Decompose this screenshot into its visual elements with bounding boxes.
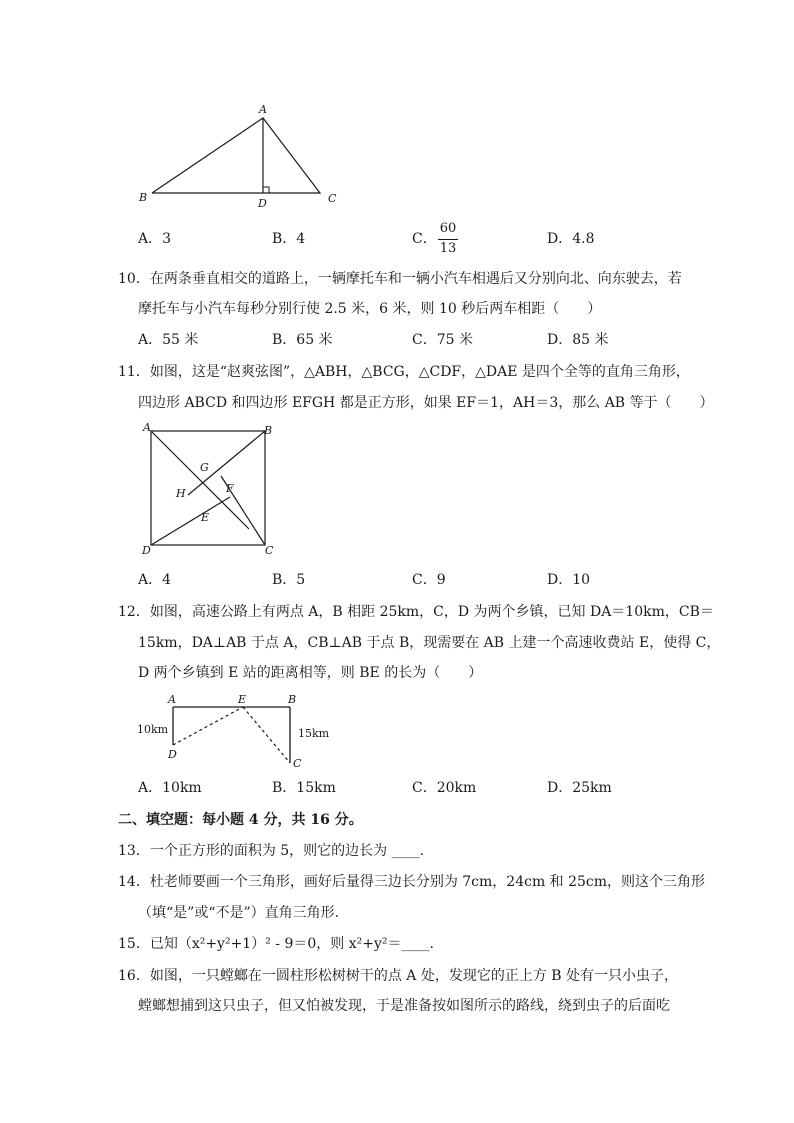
q11-line-1: 11．如图，这是“赵爽弦图”，△ABH，△BCG，△CDF，△DAE 是四个全等的直角三角形， <box>118 364 690 380</box>
fig12-label-e: E <box>238 693 247 706</box>
fig9-label-b: B <box>139 191 148 204</box>
q10-option-a: A．55 米 <box>138 332 199 348</box>
figure-q9-triangle <box>130 100 350 200</box>
fig12-label-a: A <box>168 693 176 706</box>
fig12-length-cb: 15km <box>298 727 330 740</box>
q9-option-b: B．4 <box>272 231 306 247</box>
q10-option-d: D．85 米 <box>547 332 609 348</box>
q12-option-c: C．20km <box>412 780 477 796</box>
fig11-label-f: F <box>226 482 234 495</box>
fig11-label-e: E <box>201 511 210 524</box>
q12-option-a: A．10km <box>138 780 202 796</box>
section-2-heading: 二、填空题：每小题 4 分，共 16 分。 <box>118 812 363 828</box>
q12-line-3: D 两个乡镇到 E 站的距离相等，则 BE 的长为（ ） <box>138 665 483 681</box>
fig12-label-d: D <box>168 748 177 761</box>
q11-option-d: D．10 <box>547 572 591 588</box>
fig12-length-da: 10km <box>137 723 169 736</box>
fig11-label-c: C <box>265 544 274 557</box>
q11-line-2: 四边形 ABCD 和四边形 EFGH 都是正方形，如果 EF＝1，AH＝3，那么 AB 等于（ ） <box>138 395 714 411</box>
q11-option-c: C．9 <box>412 572 446 588</box>
fig9-label-c: C <box>328 192 337 205</box>
q10-line-1: 10．在两条垂直相交的道路上，一辆摩托车和一辆小汽车相遇后又分别向北、向东驶去，若 <box>118 271 682 287</box>
q14-line-2: （填“是”或“不是”）直角三角形. <box>138 905 340 921</box>
q9-option-d: D．4.8 <box>547 231 595 247</box>
q10-option-b: B．65 米 <box>272 332 333 348</box>
fig11-label-h: H <box>176 487 186 500</box>
figure-q11-zhao-shuang <box>145 425 275 555</box>
q16-line-2: 螳螂想捕到这只虫子，但又怕被发现，于是准备按如图所示的路线，绕到虫子的后面吃 <box>138 998 670 1014</box>
fig11-label-g: G <box>200 461 209 474</box>
q14-line-1: 14．杜老师要画一个三角形，画好后量得三边长分别为 7cm，24cm 和 25cm，则这个三角形 <box>118 874 706 890</box>
fig11-label-d: D <box>142 544 151 557</box>
fig11-label-a: A <box>143 421 151 434</box>
q16-line-1: 16．如图，一只螳螂在一圆柱形松树树干的点 A 处，发现它的正上方 B 处有一只小虫子， <box>118 968 679 984</box>
q11-option-a: A．4 <box>138 572 172 588</box>
q10-line-2: 摩托车与小汽车每秒分别行使 2.5 米，6 米，则 10 秒后两车相距（ ） <box>138 301 602 317</box>
q12-option-d: D．25km <box>547 780 612 796</box>
q13-text: 13．一个正方形的面积为 5，则它的边长为 ____. <box>118 843 425 859</box>
fig11-label-b: B <box>264 424 273 437</box>
q15-text: 15．已知（x²+y²+1）² - 9＝0，则 x²+y²＝____. <box>118 936 434 952</box>
q10-option-c: C．75 米 <box>412 332 473 348</box>
fig9-label-d: D <box>258 197 267 210</box>
q12-option-b: B．15km <box>272 780 336 796</box>
fig12-label-c: C <box>293 757 302 770</box>
q11-option-b: B．5 <box>272 572 306 588</box>
fig12-label-b: B <box>288 693 297 706</box>
q9-option-c-denominator: 13 <box>439 241 457 256</box>
q12-line-2: 15km，DA⊥AB 于点 A，CB⊥AB 于点 B，现需要在 AB 上建一个高速收费站 E，使得 C， <box>138 635 721 651</box>
q9-option-c-fraction-bar <box>438 239 458 240</box>
q9-option-c-numerator: 60 <box>439 221 457 236</box>
fig9-label-a: A <box>259 103 267 116</box>
q12-line-1: 12．如图，高速公路上有两点 A，B 相距 25km，C，D 为两个乡镇，已知 DA＝10km，CB＝ <box>118 604 714 620</box>
q9-option-c: C． <box>412 231 437 247</box>
q9-option-a: A．3 <box>138 231 172 247</box>
